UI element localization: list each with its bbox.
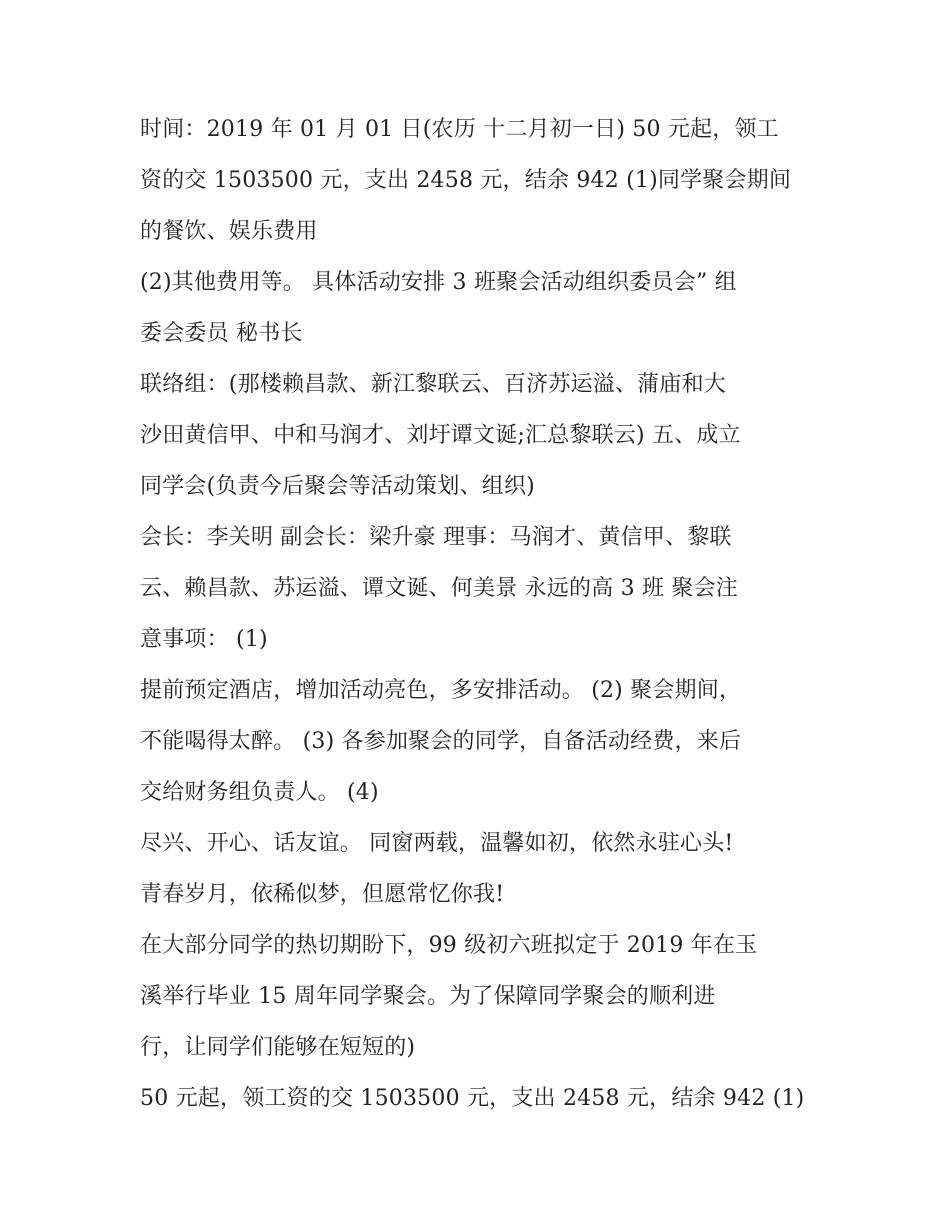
text-line: 提前预定酒店，增加活动亮色，多安排活动。 (2) 聚会期间， <box>140 678 742 703</box>
text-line: 联络组：(那楼赖昌款、新江黎联云、百济苏运溢、蒲庙和大 <box>140 372 726 397</box>
text-line: 尽兴、开心、话友谊。 同窗两载，温馨如初，依然永驻心头! <box>140 831 734 856</box>
text-line: 委会委员 秘书长 <box>140 321 303 346</box>
text-line: 溪举行毕业 15 周年同学聚会。为了保障同学聚会的顺利进 <box>140 984 716 1009</box>
text-line: 交给财务组负责人。 (4) <box>140 780 379 805</box>
text-line: 会长：李关明 副会长：梁升豪 理事：马润才、黄信甲、黎联 <box>140 525 732 550</box>
document-body <box>140 104 820 1124</box>
text-line: 不能喝得太醉。 (3) 各参加聚会的同学，自备活动经费，来后 <box>140 729 742 754</box>
text-line: 时间：2019 年 01 月 01 日(农历 十二月初一日) 50 元起，领工 <box>140 117 779 142</box>
text-line: 青春岁月，依稀似梦，但愿常忆你我! <box>140 882 505 907</box>
text-line: 同学会(负责今后聚会等活动策划、组织) <box>140 474 535 499</box>
text-line: 云、赖昌款、苏运溢、谭文诞、何美景 永远的高 3 班 聚会注 <box>140 576 738 601</box>
text-line: 的餐饮、娱乐费用 <box>140 219 318 244</box>
text-line: 在大部分同学的热切期盼下，99 级初六班拟定于 2019 年在玉 <box>140 933 758 958</box>
text-line: 沙田黄信甲、中和马润才、刘圩谭文诞;汇总黎联云) 五、成立 <box>140 423 741 448</box>
text-line: 50 元起，领工资的交 1503500 元，支出 2458 元，结余 942 (1) <box>140 1086 805 1111</box>
text-line: (2)其他费用等。 具体活动安排 3 班聚会活动组织委员会” 组 <box>140 270 737 295</box>
text-line: 资的交 1503500 元，支出 2458 元，结余 942 (1)同学聚会期间 <box>140 168 792 193</box>
text-line: 意事项： (1) <box>140 627 268 652</box>
text-line: 行，让同学们能够在短短的) <box>140 1035 416 1060</box>
